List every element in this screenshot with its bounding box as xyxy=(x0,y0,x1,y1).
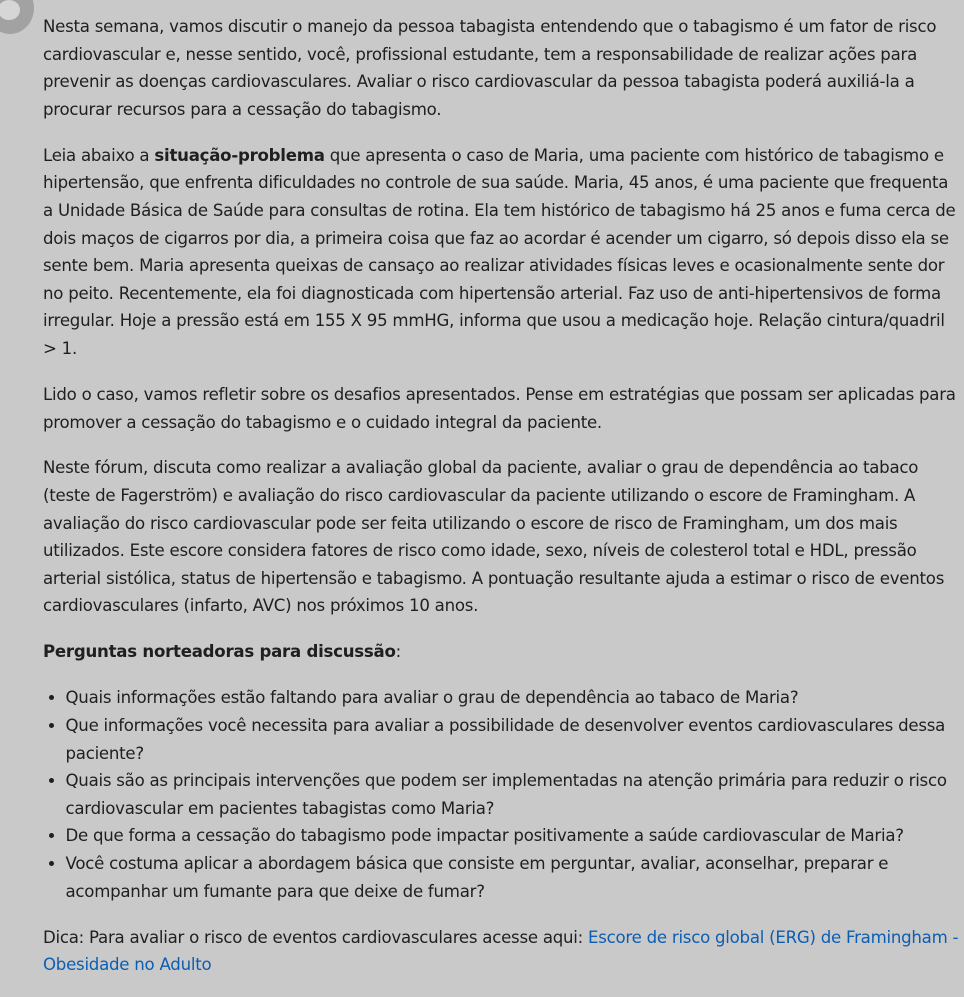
list-item: • Que informações você necessita para avaliar a possibilidade de desenvolver eventos cardiovasculares dessa paciente? xyxy=(66,712,964,767)
list-item: • De que forma a cessação do tabagismo pode impactar positivamente a saúde cardiovascular de Maria? xyxy=(66,822,964,850)
case-bold: situação-problema xyxy=(154,145,325,165)
questions-heading-text: Perguntas norteadoras para discussão xyxy=(43,642,396,662)
reflection-paragraph: Lido o caso, vamos refletir sobre os desafios apresentados. Pense em estratégias que possam ser aplicadas para promover a cessação do tabagismo e o cuidado integral da paciente. xyxy=(43,384,956,432)
case-paragraph xyxy=(43,142,963,363)
case-text: que apresenta o caso de Maria, uma paciente com histórico de tabagismo e hipertensão, que enfrenta dificuldades no controle de sua saúde. Maria, 45 anos, é uma paciente que frequenta a Unidade Básica de Saúde para consultas de rotina. Ela tem histórico de tabagismo há 25 anos e fuma cerca de dois maços de cigarros por dia, a primeira coisa que faz ao acordar é acender um cigarro, só depois disso ela se sente bem. Maria apresenta queixas de cansaço ao realizar atividades físicas leves e ocasionalmente sente dor no peito. Recentemente, ela foi diagnosticada com hipertensão arterial. Faz uso de anti-hipertensivos de forma irregular. Hoje a pressão está em 155 X 95 mmHG, informa que usou a medicação hoje. Relação cintura/quadril > 1. xyxy=(43,145,956,358)
user-avatar[interactable] xyxy=(0,0,34,34)
tip-paragraph xyxy=(43,924,963,979)
questions-heading xyxy=(43,638,963,666)
list-item: • Quais são as principais intervenções que podem ser implementadas na atenção primária para reduzir o risco cardiovascular em pacientes tabagistas como Maria? xyxy=(66,767,964,822)
user-icon xyxy=(0,0,20,20)
list-item: • Você costuma aplicar a abordagem básica que consiste em perguntar, avaliar, aconselhar, preparar e acompanhar um fumante para que deixe de fumar? xyxy=(66,850,964,905)
list-item: • Quais informações estão faltando para avaliar o grau de dependência ao tabaco de Maria? xyxy=(66,684,964,712)
intro-paragraph: Nesta semana, vamos discutir o manejo da pessoa tabagista entendendo que o tabagismo é um fator de risco cardiovascular e, nesse sentido, você, profissional estudante, tem a responsabilidade de realizar ações para prevenir as doenças cardiovasculares. Avaliar o risco cardiovascular da pessoa tabagista poderá auxiliá-la a procurar recursos para a cessação do tabagismo. xyxy=(43,17,937,119)
forum-post-body xyxy=(43,13,963,997)
questions-heading-suffix: : xyxy=(395,642,402,662)
forum-paragraph: Neste fórum, discuta como realizar a avaliação global da paciente, avaliar o grau de dependência ao tabaco (teste de Fagerström) e avaliação do risco cardiovascular da paciente utilizando o escore de Framingham. A avaliação do risco cardiovascular pode ser feita utilizando o escore de risco de Framingham, um dos mais utilizados. Este escore considera fatores de risco como idade, sexo, níveis de colesterol total e HDL, pressão arterial sistólica, status de hipertensão e tabagismo. A pontuação resultante ajuda a estimar o risco de eventos cardiovasculares (infarto, AVC) nos próximos 10 anos. xyxy=(43,458,945,616)
framingham-link[interactable]: Escore de risco global (ERG) de Framingham - Obesidade no Adulto xyxy=(43,927,959,975)
questions-list xyxy=(43,684,963,905)
case-prefix: Leia abaixo a xyxy=(43,145,155,165)
tip-prefix: Dica: Para avaliar o risco de eventos cardiovasculares acesse aqui: xyxy=(43,927,589,947)
